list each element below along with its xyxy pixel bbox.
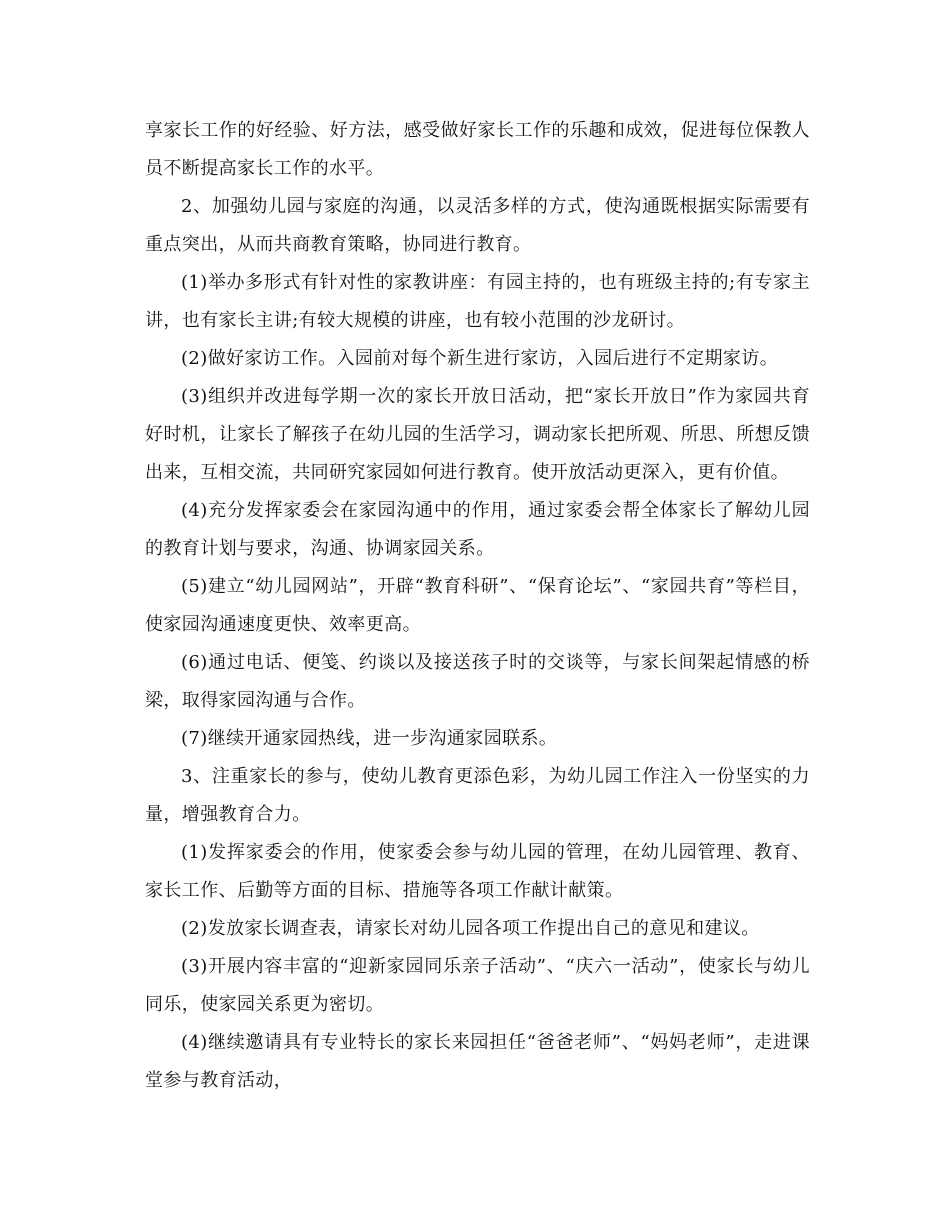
paragraph-section-3: 3、注重家长的参与，使幼儿教育更添色彩，为幼儿园工作注入一份坚实的力量，增强教育合力。	[145, 766, 810, 825]
paragraph-item-2-7: (7)继续开通家园热线，进一步沟通家园联系。	[181, 728, 558, 749]
paragraph-item-2-6: (6)通过电话、便笺、约谈以及接送孩子时的交谈等，与家长间架起情感的桥梁，取得家园沟通与合作。	[145, 652, 810, 711]
paragraph-item-2-5: (5)建立“幼儿园网站”，开辟“教育科研”、“保育论坛”、“家园共育”等栏目，使家园沟通速度更快、效率更高。	[145, 576, 810, 635]
paragraph-item-3-2: (2)发放家长调查表，请家长对幼儿园各项工作提出自己的意见和建议。	[181, 918, 760, 939]
paragraph-item-3-3: (3)开展内容丰富的“迎新家园同乐亲子活动”、“庆六一活动”，使家长与幼儿同乐，使家园关系更为密切。	[145, 956, 810, 1015]
paragraph-item-2-2: (2)做好家访工作。入园前对每个新生进行家访，入园后进行不定期家访。	[181, 348, 779, 369]
paragraph-item-2-4: (4)充分发挥家委会在家园沟通中的作用，通过家委会帮全体家长了解幼儿园的教育计划与要求，沟通、协调家园关系。	[145, 500, 810, 559]
paragraph-continuation: 享家长工作的好经验、好方法，感受做好家长工作的乐趣和成效，促进每位保教人员不断提高家长工作的水平。	[145, 120, 810, 179]
paragraph-item-3-4: (4)继续邀请具有专业特长的家长来园担任“爸爸老师”、“妈妈老师”，走进课堂参与教育活动，	[145, 1032, 810, 1091]
paragraph-item-3-1: (1)发挥家委会的作用，使家委会参与幼儿园的管理，在幼儿园管理、教育、家长工作、后勤等方面的目标、措施等各项工作献计献策。	[145, 842, 810, 901]
paragraph-item-2-1: (1)举办多形式有针对性的家教讲座：有园主持的，也有班级主持的;有专家主讲，也有家长主讲;有较大规模的讲座，也有较小范围的沙龙研讨。	[145, 272, 810, 331]
document-body	[145, 112, 810, 1100]
paragraph-item-2-3: (3)组织并改进每学期一次的家长开放日活动，把“家长开放日”作为家园共育好时机，让家长了解孩子在幼儿园的生活学习，调动家长把所观、所思、所想反馈出来，互相交流，共同研究家园如何进行教育。使开放活动更深入，更有价值。	[145, 386, 810, 483]
paragraph-section-2: 2、加强幼儿园与家庭的沟通，以灵活多样的方式，使沟通既根据实际需要有重点突出，从而共商教育策略，协同进行教育。	[145, 196, 810, 255]
